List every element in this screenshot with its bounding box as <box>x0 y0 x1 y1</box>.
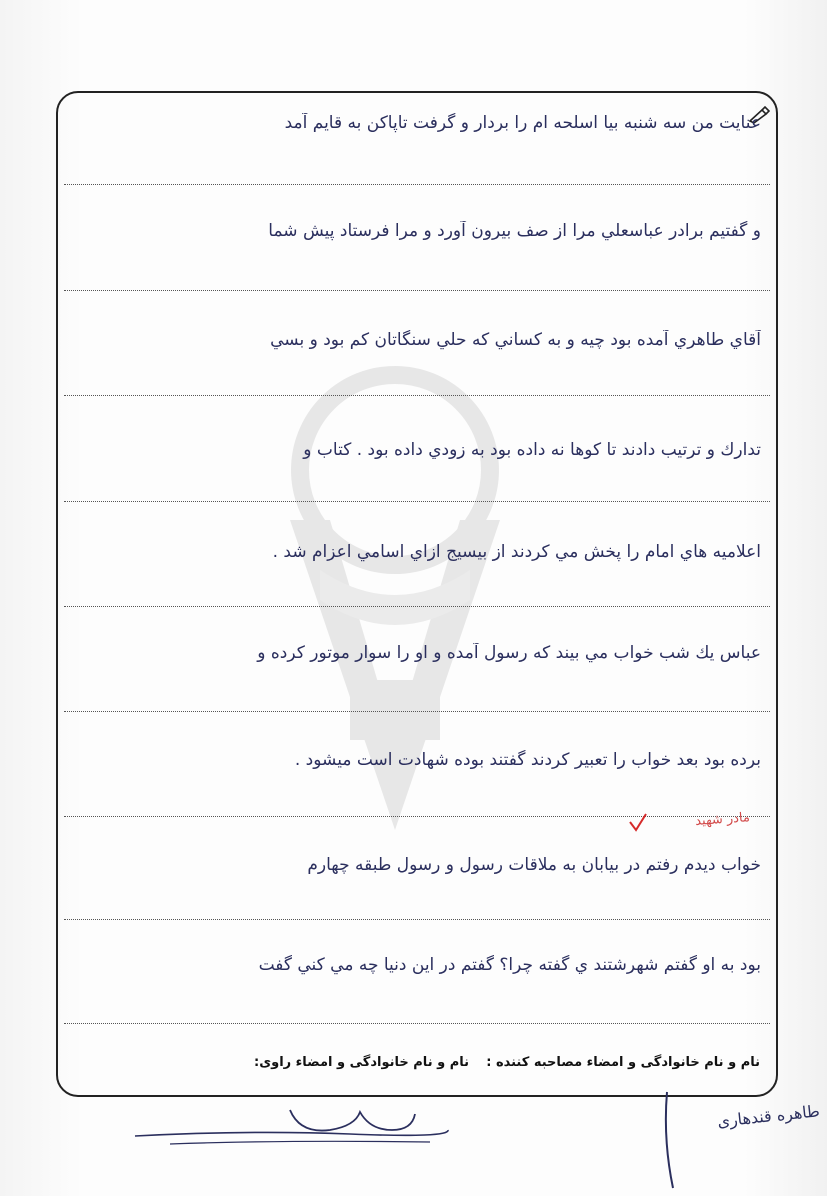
handwritten-line-4: تدارك و ترتيب دادند تا کوها نه داده بود به زودي داده بود . كتاب و <box>303 440 761 460</box>
interviewer-signature-stroke <box>655 1090 685 1190</box>
handwritten-line-6: عباس يك شب خواب مي بيند كه رسول آمده و او را سوار موتور كرده و <box>257 643 761 663</box>
margin-note: مادر شهيد <box>694 810 751 829</box>
dotted-rule <box>64 606 770 607</box>
dotted-rule <box>64 711 770 712</box>
narrator-label: نام و نام خانوادگی و امضاء راوی: <box>254 1055 469 1070</box>
handwritten-line-9: بود به او گفتم شهرشتند ي گفته چرا؟ گفتم در اين دنيا چه مي كني گفت <box>258 955 761 975</box>
handwritten-line-8: خواب ديدم رفتم در بيابان به ملاقات رسول و رسول طبقه چهارم <box>307 855 761 875</box>
dotted-rule <box>64 501 770 502</box>
handwritten-line-5: اعلاميه هاي امام را پخش مي كردند از بيسيج ازاي اسامي اعزام شد . <box>272 542 761 562</box>
dotted-rule <box>64 290 770 291</box>
handwritten-line-1: عنايت من سه شنبه بيا اسلحه ام را بردار و گرفت تاپاكن به قايم آمد <box>284 113 761 133</box>
dotted-rule <box>64 395 770 396</box>
document-frame <box>56 91 778 1097</box>
dotted-rule <box>64 184 770 185</box>
narrator-signature <box>130 1100 450 1150</box>
interviewer-signature: طاهره قندهاری <box>716 1101 821 1131</box>
dotted-rule <box>64 1023 770 1024</box>
handwritten-line-3: آقاي طاهري آمده بود چيه و به کساني که حلي سنگاتان کم بود و بسي <box>270 330 761 350</box>
dotted-rule <box>64 919 770 920</box>
interviewer-label: نام و نام خانوادگی و امضاء مصاحبه کننده : <box>486 1055 760 1070</box>
handwritten-line-7: برده بود بعد خواب را تعبير كردند گفتند بوده شهادت است ميشود . <box>294 750 761 770</box>
handwritten-line-2: و گفتيم برادر عباسعلي مرا از صف بيرون آورد و مرا فرستاد پيش شما <box>268 221 761 241</box>
